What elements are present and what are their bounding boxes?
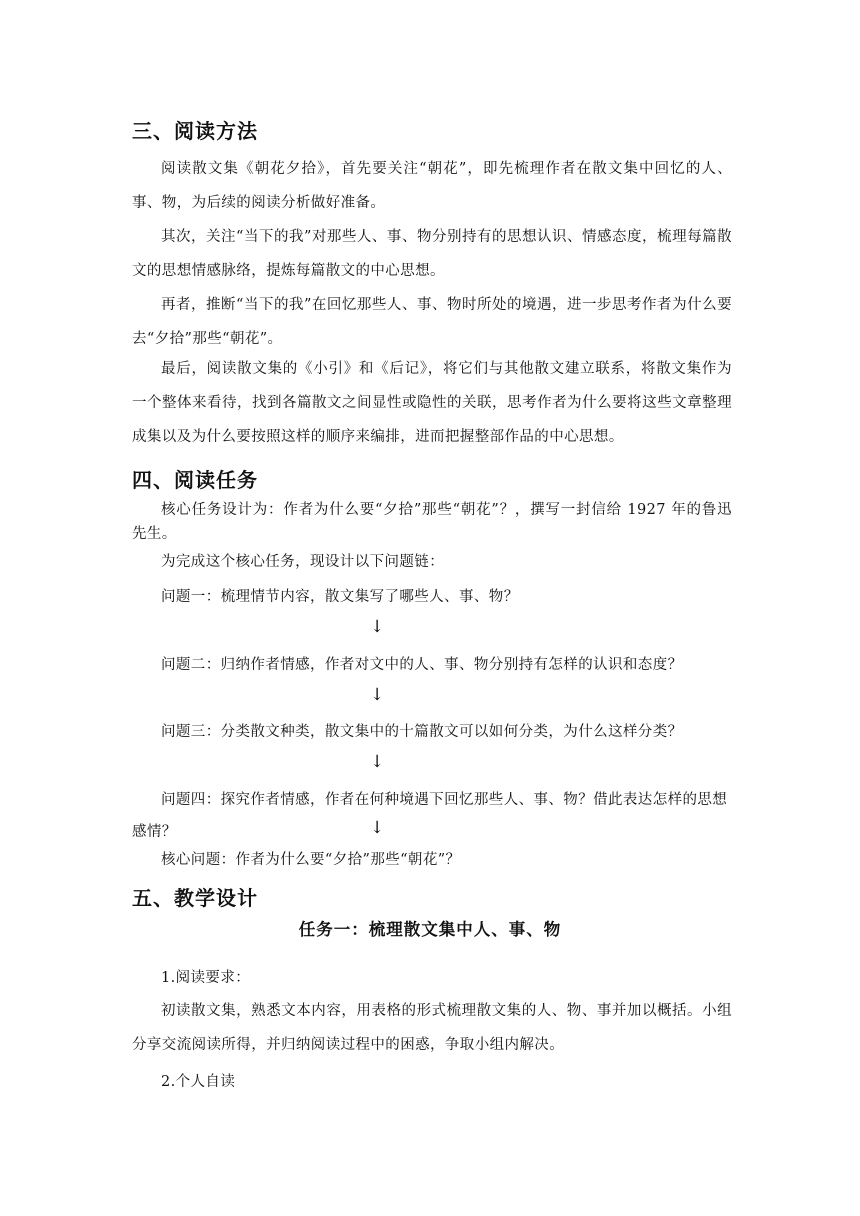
arrow-down-icon: ↓ bbox=[370, 617, 385, 637]
section-heading-reading-method: 三、阅读方法 bbox=[132, 119, 258, 143]
paragraph: 其次，关注“当下的我”对那些人、事、物分别持有的思想认识、情感态度，梳理每篇散文的思想情感脉络，提炼每篇散文的中心思想。 bbox=[132, 229, 732, 279]
reading-requirements-text: 初读散文集，熟悉文本内容，用表格的形式梳理散文集的人、物、事并加以概括。小组分享交流阅读所得，并归纳阅读过程中的困惑，争取小组内解决。 bbox=[132, 1003, 732, 1053]
question-chain-intro: 为完成这个核心任务，现设计以下问题链： bbox=[161, 554, 445, 570]
paragraph: 阅读散文集《朝花夕拾》，首先要关注“朝花”，即先梳理作者在散文集中回忆的人、事、物，为后续的阅读分析做好准备。 bbox=[132, 161, 732, 211]
section-heading-teaching-design: 五、教学设计 bbox=[132, 886, 258, 910]
arrow-down-icon: ↓ bbox=[370, 685, 385, 705]
self-reading-label: 2.个人自读 bbox=[161, 1074, 236, 1090]
task-one-title: 任务一：梳理散文集中人、事、物 bbox=[298, 920, 562, 939]
arrow-down-icon: ↓ bbox=[370, 818, 385, 838]
paragraph: 再者，推断“当下的我”在回忆那些人、事、物时所处的境遇，进一步思考作者为什么要去“夕拾”那些“朝花”。 bbox=[132, 297, 732, 347]
question-one: 问题一：梳理情节内容，散文集写了哪些人、事、物？ bbox=[161, 589, 519, 605]
question-two: 问题二：归纳作者情感，作者对文中的人、事、物分别持有怎样的认识和态度？ bbox=[161, 657, 683, 673]
paragraph: 最后，阅读散文集的《小引》和《后记》，将它们与其他散文建立联系，将散文集作为一个整体来看待，找到各篇散文之间显性或隐性的关联，思考作者为什么要将这些文章整理成集以及为什么要按照这样的顺序来编排，进而把握整部作品的中心思想。 bbox=[132, 361, 732, 445]
question-four-line1: 问题四：探究作者情感，作者在何种境遇下回忆那些人、事、物？借此表达怎样的思想 bbox=[161, 792, 728, 808]
question-four-line2: 感情？ bbox=[132, 824, 177, 840]
question-three: 问题三：分类散文种类，散文集中的十篇散文可以如何分类，为什么这样分类？ bbox=[161, 724, 683, 740]
section-heading-reading-task: 四、阅读任务 bbox=[132, 468, 258, 492]
arrow-down-icon: ↓ bbox=[370, 752, 385, 772]
core-task-paragraph: 核心任务设计为：作者为什么要“夕拾”那些“朝花”？，撰写一封信给 1927 年的鲁迅先生。 bbox=[132, 502, 732, 542]
core-question: 核心问题：作者为什么要“夕拾”那些“朝花”？ bbox=[161, 852, 461, 868]
reading-requirements-label: 1.阅读要求： bbox=[161, 970, 251, 986]
